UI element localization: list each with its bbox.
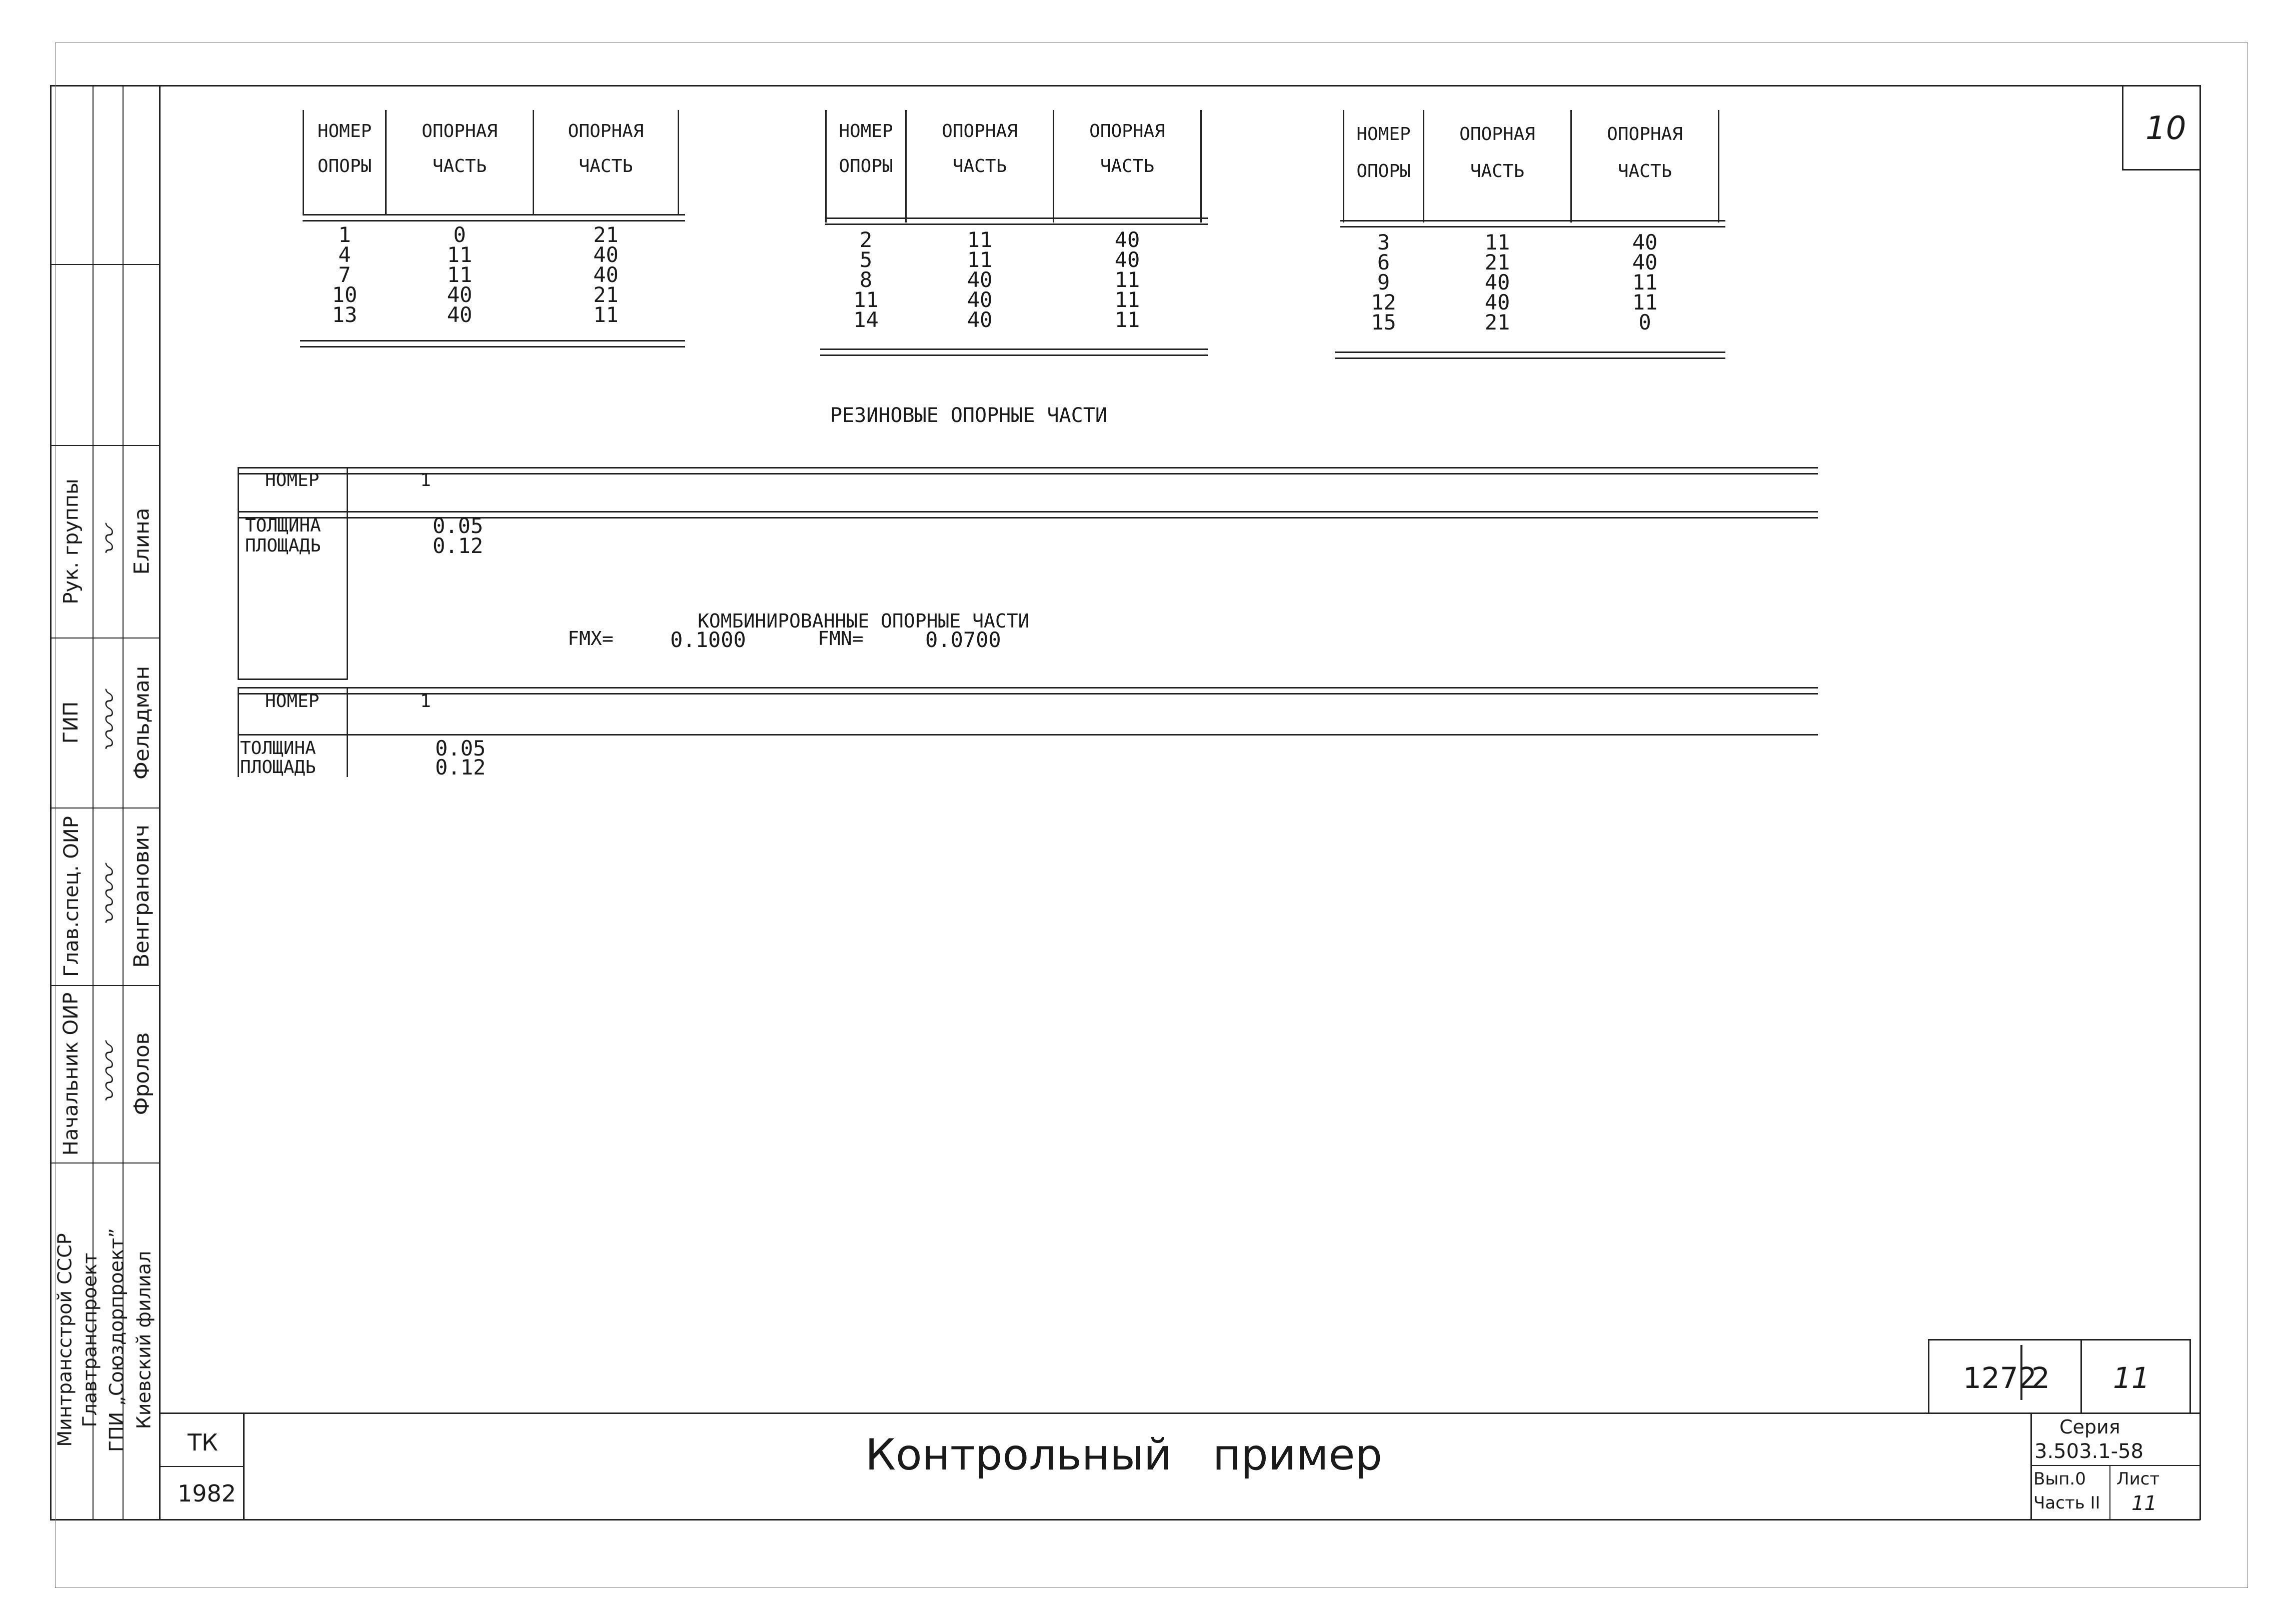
t3-head-parta-1: ОПОРНАЯ (1459, 124, 1535, 144)
frame-bottom (50, 1519, 2200, 1520)
page-number: 10 (2145, 110, 2186, 147)
rubber-bottom-rule (238, 678, 348, 680)
outer-border-top (55, 42, 2248, 43)
doccode-sheet: 11 (2113, 1361, 2150, 1395)
t3-head-number-1: НОМЕР (1356, 124, 1411, 144)
t2-head-parta-1: ОПОРНАЯ (942, 121, 1018, 142)
t1-col-numbers: 1 4 7 10 13 (332, 222, 358, 327)
t2-head-number-1: НОМЕР (839, 121, 893, 142)
sig-name-rukgroup: Елина (129, 508, 154, 575)
org-line-4: Киевский филиал (133, 1250, 155, 1430)
sig-name-gip: Фельдман (129, 666, 154, 780)
t2-col-part-a: 11 11 40 40 40 (967, 228, 993, 332)
t3-header-rule-2 (1340, 226, 1725, 228)
combined-mid-rule (238, 734, 1818, 736)
org-line-3: ГПИ „Союздорпроект” (105, 1228, 128, 1452)
titleblock-tk: ТК (188, 1429, 218, 1456)
t2-head-partb-1: ОПОРНАЯ (1089, 121, 1165, 142)
combined-number-value: 1 (420, 691, 431, 712)
doccode-box-right (2189, 1339, 2191, 1414)
t2-bottom-rule-2 (820, 354, 1208, 356)
t3-col-numbers: 3 6 9 12 15 (1371, 230, 1396, 334)
titleblock-tk-divider (243, 1412, 245, 1520)
sig-role-glavspec: Глав.спец. ОИР (60, 816, 83, 977)
t3-head-parta-2: ЧАСТЬ (1470, 161, 1525, 182)
titleblock-mid-rule-left (159, 1466, 244, 1467)
series-box-rule (2030, 1465, 2200, 1466)
t2-vline-4 (1200, 110, 1202, 222)
t3-vline-4 (1718, 110, 1719, 222)
combined-top-rule-2 (238, 693, 1818, 694)
combined-col-divider (347, 687, 348, 777)
t1-head-parta-1: ОПОРНАЯ (422, 121, 498, 142)
t3-bottom-rule-1 (1335, 352, 1725, 353)
sig-role-rukgroup: Рук. группы (60, 478, 83, 604)
t2-head-parta-2: ЧАСТЬ (952, 156, 1007, 176)
t3-header-rule-1 (1340, 220, 1725, 222)
page-number-box-bottom (2122, 169, 2200, 170)
t1-head-number-2: ОПОРЫ (317, 156, 372, 176)
t2-bottom-rule-1 (820, 348, 1208, 350)
t1-bottom-rule-1 (300, 340, 685, 342)
combined-area-label: ПЛОЩАДЬ (240, 757, 316, 778)
doccode-b: 2 (2031, 1361, 2050, 1395)
t1-col-part-a: 0 11 11 40 40 (447, 222, 473, 327)
t3-bottom-rule-2 (1335, 358, 1725, 359)
org-line-1: Минтрансстрой СССР (54, 1233, 77, 1447)
signature-nachalnik: 〰〰 (93, 1044, 128, 1104)
t2-head-number-2: ОПОРЫ (839, 156, 893, 176)
rubber-area-label: ПЛОЩАДЬ (245, 536, 321, 556)
doccode-box-divider-2 (2080, 1339, 2082, 1414)
t2-col-part-b: 40 40 11 11 11 (1114, 228, 1140, 332)
combined-thickness-label: ТОЛЩИНА (240, 738, 316, 758)
series-value: 3.503.1-58 (2034, 1440, 2144, 1463)
combined-fmx-value: 0.1000 (670, 628, 746, 652)
combined-fmn-label: FMN= (818, 628, 864, 650)
t3-head-partb-2: ЧАСТЬ (1617, 161, 1672, 182)
series-label: Серия (2059, 1416, 2120, 1438)
titleblock-year: 1982 (178, 1480, 237, 1507)
t1-header-rule-2 (303, 220, 685, 222)
rubber-thickness-value: 0.05 (433, 514, 484, 538)
issue-label: Вып.0 (2033, 1469, 2086, 1489)
combined-left-border (238, 687, 239, 777)
rubber-top-rule-2 (238, 473, 1818, 474)
t1-head-partb-1: ОПОРНАЯ (568, 121, 644, 142)
t1-head-parta-2: ЧАСТЬ (432, 156, 487, 176)
sheet-label: Лист (2116, 1469, 2160, 1489)
combined-area-value: 0.12 (435, 755, 486, 780)
doccode-box-left (1928, 1339, 1929, 1414)
rubber-left-border (238, 467, 239, 680)
rubber-title: РЕЗИНОВЫЕ ОПОРНЫЕ ЧАСТИ (830, 404, 1107, 427)
frame-right (2199, 85, 2201, 1520)
rubber-thickness-label: ТОЛЩИНА (245, 516, 321, 536)
combined-top-rule-1 (238, 687, 1818, 688)
t3-col-part-b: 40 40 11 11 0 (1632, 230, 1658, 334)
sig-role-gip: ГИП (60, 701, 83, 744)
doccode-box-top (1928, 1339, 2190, 1340)
doccode-a: 1272 (1963, 1361, 2037, 1395)
signature-glavspec: 〰〰 (93, 866, 128, 926)
series-box-left (2030, 1412, 2032, 1520)
page-number-box-left (2122, 85, 2123, 170)
sig-name-nachalnik: Фролов (129, 1032, 154, 1116)
signature-rukgroup: 〰 (93, 526, 128, 556)
org-line-2: Главтранспроект (79, 1252, 102, 1428)
strip-row-1 (50, 264, 160, 265)
combined-title: КОМБИНИРОВАННЫЕ ОПОРНЫЕ ЧАСТИ (698, 610, 1030, 632)
t3-head-partb-1: ОПОРНАЯ (1607, 124, 1683, 144)
t3-col-part-a: 11 21 40 40 21 (1484, 230, 1510, 334)
t1-head-number-1: НОМЕР (317, 121, 372, 142)
t1-head-partb-2: ЧАСТЬ (579, 156, 633, 176)
sig-name-glavspec: Венгранович (129, 824, 154, 968)
strip-col-3 (159, 85, 161, 1520)
sheet-value: 11 (2131, 1492, 2157, 1515)
t3-head-number-2: ОПОРЫ (1356, 161, 1411, 182)
combined-fmn-value: 0.0700 (925, 628, 1001, 652)
rubber-area-value: 0.12 (433, 534, 484, 558)
rubber-mid-rule-1 (238, 511, 1818, 512)
t2-col-numbers: 2 5 8 11 14 (853, 228, 879, 332)
t1-bottom-rule-2 (300, 346, 685, 348)
strip-row-6 (50, 1162, 160, 1164)
t1-col-part-b: 21 40 40 21 11 (593, 222, 619, 327)
combined-number-label: НОМЕР (265, 691, 320, 712)
rubber-number-value: 1 (420, 470, 431, 490)
titleblock-title: Контрольный пример (865, 1430, 1382, 1480)
t2-header-rule-2 (825, 224, 1208, 225)
t1-header-rule-1 (303, 214, 685, 216)
titleblock-top-rule (159, 1412, 2200, 1414)
combined-thickness-value: 0.05 (435, 736, 486, 760)
series-box-divider (2109, 1465, 2110, 1520)
signature-gip: 〰〰 (93, 692, 128, 752)
part-label: Часть II (2033, 1493, 2100, 1513)
sig-role-nachalnik: Начальник ОИР (60, 992, 83, 1156)
rubber-top-rule-1 (238, 467, 1818, 468)
t1-vline-4 (678, 110, 679, 215)
t2-header-rule-1 (825, 218, 1208, 219)
t2-head-partb-2: ЧАСТЬ (1100, 156, 1155, 176)
rubber-col-divider (347, 467, 348, 680)
frame-top (50, 85, 2200, 86)
combined-fmx-label: FMX= (568, 628, 614, 650)
rubber-number-label: НОМЕР (265, 470, 320, 490)
